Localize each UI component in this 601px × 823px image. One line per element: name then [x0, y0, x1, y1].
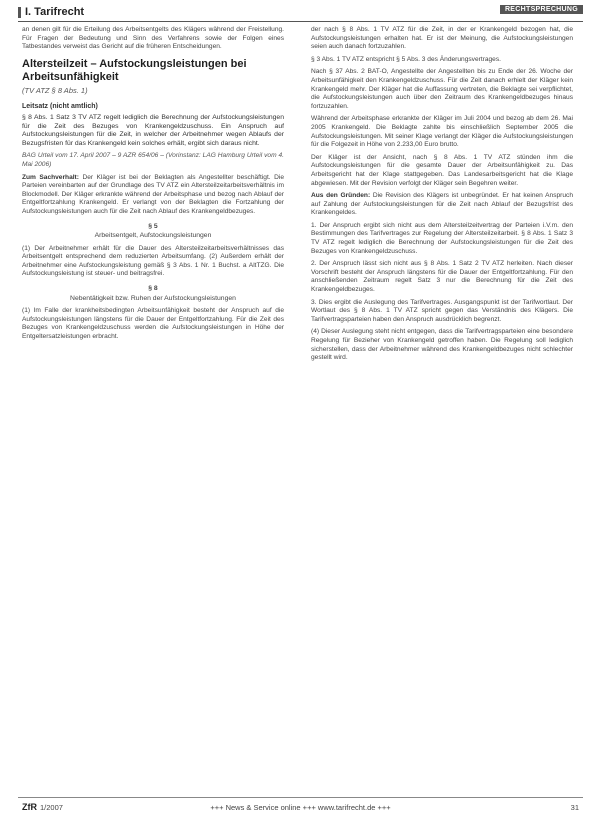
paragraph-8-text: (1) Im Falle der krankheitsbedingten Arbeitsunfähigkeit besteht der Anspruch auf die Aufstockungsleistungen längstens für die Dauer der Entgeltfortzahlung. Für die Zeit des Bezuges von Krankengeldzuschuss werden die Aufstockungsleistungen in Höhe der Entgeltersatzleistungen erbracht. — [22, 307, 284, 341]
reasons-paragraph — [311, 192, 573, 218]
facts-paragraph — [22, 174, 284, 217]
article-subtitle: (TV ATZ § 8 Abs. 1) — [22, 85, 88, 95]
reasons-point-3: 3. Dies ergibt die Auslegung des Tarifvertrages. Ausgangspunkt ist der Tarifwortlaut. Der Wortlaut des § 8 Abs. 1 TV ATZ spricht gegen das Verständnis des Klägers. Die Tarifvertragsparteien haben den Anspruch ausdrücklich begrenzt. — [311, 298, 573, 323]
reasons-point-1: 1. Der Anspruch ergibt sich nicht aus dem Altersteilzeitvertrag der Parteien i.V.m. den Bestimmungen des Tarifvertrages zur Regelung der Altersteilzeitarbeit. § 8 Abs. 1 Satz 3 TV ATZ regelt lediglich die Berechnung der Aufstockungsleistungen für die Zeit des Bezuges von Krankengeldzuschuss. — [311, 221, 573, 255]
decision-citation: BAG Urteil vom 17. April 2007 – 9 AZR 654/06 – (Vorinstanz: LAG Hamburg Urteil vom 4. Mai 2006) — [22, 152, 284, 168]
paragraph-5-heading: § 5 — [148, 222, 158, 230]
section-title: I. Tarifrecht — [25, 6, 85, 18]
right-body-1: Nach § 37 Abs. 2 BAT-O, Angestellte der Angestellten bis zu Ende der 26. Woche der Arbeitsunfähigkeit den Krankengeldzuschuss. Für die Zeit danach erhielt der Kläger kein Krankengeld mehr. Der Kläger hat die Auffassung vertreten, die Beklagte sei verpflichtet, die Aufstockungsleistungen auch über den Zeitraum des Krankengeldbezuges hinaus fortzuzahlen. — [311, 68, 573, 110]
right-body-3: Der Kläger ist der Ansicht, nach § 8 Abs. 1 TV ATZ stünden ihm die Aufstockungsleistungen für die gesamte Dauer der Arbeitsunfähigkeit zu. Das Arbeitsgericht hat der Klage stattgegeben. Das Landesarbeitsgericht hat die Klage abgewiesen. Mit der Revision verfolgt der Kläger sein Begehren weiter. — [311, 153, 573, 187]
journal-logo: ZfR — [22, 802, 37, 812]
facts-text: Der Kläger ist bei der Beklagten als Angestellter beschäftigt. Die Parteien vereinbarten auf der Grundlage des TV ATZ ein Altersteilzeitarbeitsverhältnis im Blockmodell. Der Kläger erkrankte während der Arbeitsphase und bezog nach Ablauf der Entgeltfortzahlung Krankengeld. Er verlangt von der Beklagten die Fortzahlung der Aufstockungsleistungen auch für die Zeit nach Ablauf des Krankengeldbezuges. — [22, 173, 284, 215]
reasons-point-2: 2. Der Anspruch lässt sich nicht aus § 8 Abs. 1 Satz 2 TV ATZ herleiten. Nach dieser Vorschrift besteht der Anspruch längstens für die Dauer der Entgeltfortzahlung. Für den anschließenden Zeitraum regelt Satz 3 nur die Berechnung für die Zeit des Krankengeldbezuges. — [311, 260, 573, 294]
paragraph-5-subtitle: Arbeitsentgelt, Aufstockungsleistungen — [94, 232, 212, 240]
reasons-point-4: (4) Dieser Auslegung steht nicht entgegen, dass die Tarifvertragsparteien eine besondere Regelung für Bezieher von Krankengeld getroffen haben. Die Regelung soll lediglich sicherstellen, dass der Arbeitnehmer während des Krankengeldbezuges nicht schlechter gestellt wird. — [311, 328, 573, 362]
left-intro: an denen gilt für die Erteilung des Arbeitsentgelts des Klägers während der Freistellung. Für Fragen der Bedeutung und Sinn des Verfahrens sowie der Folgen eines Tatbestandes verweist das Gericht auf die früheren Entscheidungen. — [22, 26, 284, 51]
footer-website-link[interactable]: +++ News & Service online +++ www.tarifrecht.de +++ — [210, 803, 391, 812]
reasons-text: Die Revision des Klägers ist unbegründet. Er hat keinen Anspruch auf Zahlung der Aufstockungsleistungen für die Zeit nach Ablauf der Bezugsfrist des Krankengeldes. — [311, 192, 573, 217]
right-intro: der nach § 8 Abs. 1 TV ATZ für die Zeit, in der er Krankengeld bezogen hat, die Aufstockungsleistungen erhalten hat. Er ist der Meinung, die Aufstockungsleistungen seien auch danach fortzuzahlen. — [311, 26, 573, 51]
paragraph-8-subtitle: Nebentätigkeit bzw. Ruhen der Aufstockungsleistungen — [70, 294, 236, 302]
right-column — [311, 26, 573, 786]
paragraph-5-text: (1) Der Arbeitnehmer erhält für die Dauer des Altersteilzeitarbeitsverhältnisses das Arbeitsentgelt entsprechend dem reduzierten Arbeitsumfang. (2) Außerdem erhält der Arbeitnehmer eine Aufstockungsleistung gemäß § 3 Abs. 1 Nr. 1 Buchst. a AltTZG. Die Aufstockungsleistung ist steuer- und beitragsfrei. — [22, 244, 284, 278]
left-column — [22, 26, 284, 786]
right-body-2: Während der Arbeitsphase erkrankte der Kläger im Juli 2004 und bezog ab dem 26. Mai 2005 Krankengeld. Die Beklagte zahlte bis einschließlich September 2005 die Aufstockungsleistungen. Mit seiner Klage verlangt der Kläger die Aufstockungsleistungen für die Folgezeit in Höhe von 2.233,00 Euro brutto. — [311, 115, 573, 149]
issue-number: 1/2007 — [40, 803, 63, 812]
leitsatz-label: Leitsatz (nicht amtlich) — [22, 103, 98, 111]
reasons-lead: Aus den Gründen: — [311, 192, 371, 200]
page-footer — [18, 797, 583, 814]
right-reference: § 3 Abs. 1 TV ATZ entspricht § 5 Abs. 3 des Änderungsvertrages. — [311, 55, 501, 63]
article-title: Altersteilzeit – Aufstockungsleistungen bei Arbeitsunfähigkeit — [22, 57, 247, 83]
leitsatz-text: § 8 Abs. 1 Satz 3 TV ATZ regelt lediglich die Berechnung der Aufstockungsleistungen für die Zeit des Bezuges von Krankengeldzuschuss. Ein Anspruch auf Aufstockungsleistungen für die Zeit, in welcher der Arbeitnehmer wegen Ablaufs der Bezugsfristen für das Krankengeld kein solches erhält, ergibt sich daraus nicht. — [22, 113, 284, 147]
publication-badge: RECHTSPRECHUNG — [500, 5, 583, 14]
page-number: 31 — [570, 803, 579, 812]
facts-lead: Zum Sachverhalt: — [22, 173, 79, 181]
paragraph-8-heading: § 8 — [148, 285, 158, 293]
page-header — [18, 4, 583, 22]
